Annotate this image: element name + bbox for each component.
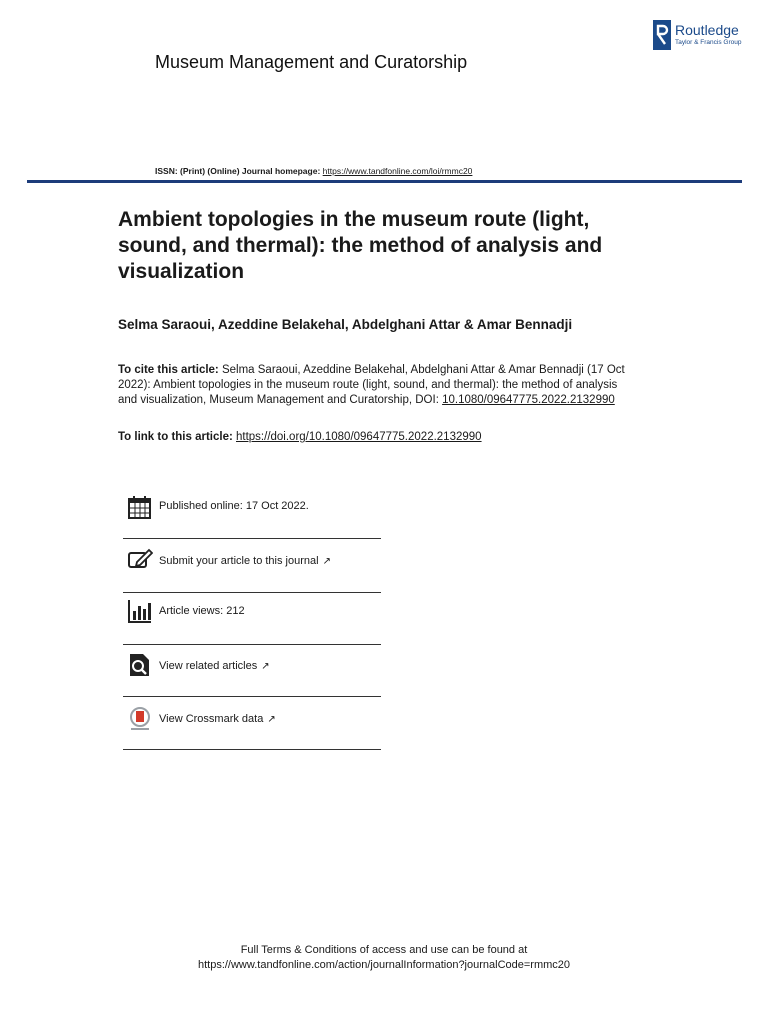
related-articles-link[interactable]: View related articles: [159, 660, 258, 672]
related-search-icon: [127, 652, 153, 678]
cite-text: Selma Saraoui, Azeddine Belakehal, Abdelghani Attar & Amar Bennadji (17 Oct 2022): Ambient topologies in the museum route (light, sound, and thermal): the method of analysis and visualization, Museum Management and Curatorship, DOI:: [118, 364, 625, 406]
routledge-logo-icon: [653, 20, 671, 50]
published-row: [123, 490, 381, 542]
crossmark-icon: [127, 706, 153, 732]
edit-icon: [127, 546, 153, 572]
article-views: Article views: 212: [159, 605, 245, 617]
external-link-icon: ↗: [322, 556, 331, 567]
article-title: Ambient topologies in the museum route (light, sound, and thermal): the method of analysis and visualization: [118, 208, 603, 283]
divider: [123, 592, 381, 593]
divider: [123, 696, 381, 697]
article-link-line: [118, 431, 482, 443]
submit-row[interactable]: [123, 542, 381, 594]
external-link-icon: ↗: [267, 714, 276, 725]
journal-name: Museum Management and Curatorship: [155, 52, 468, 72]
crossmark-link[interactable]: View Crossmark data: [159, 713, 264, 725]
cite-doi-link[interactable]: 10.1080/09647775.2022.2132990: [442, 394, 615, 406]
crossmark-label-wrap: [159, 713, 276, 725]
issn-line: [155, 166, 472, 176]
citation-block: [118, 363, 638, 408]
terms-url[interactable]: https://www.tandfonline.com/action/journalInformation?journalCode=rmmc20: [197, 959, 571, 971]
terms-footer: [0, 943, 768, 973]
calendar-icon: [127, 494, 153, 520]
issn-label: ISSN: (Print) (Online) Journal homepage:: [155, 166, 323, 176]
header-rule: [27, 180, 742, 183]
divider: [123, 644, 381, 645]
divider: [123, 749, 381, 750]
publisher-name: Routledge: [675, 22, 739, 38]
views-row: [123, 594, 381, 646]
divider: [123, 538, 381, 539]
cite-label: To cite this article:: [118, 364, 219, 376]
related-row[interactable]: [123, 648, 381, 700]
published-date: Published online: 17 Oct 2022.: [159, 500, 309, 512]
publisher-logo[interactable]: [653, 20, 753, 50]
article-doi-link[interactable]: https://doi.org/10.1080/09647775.2022.2132990: [236, 431, 482, 443]
link-label: To link to this article:: [118, 431, 236, 443]
article-authors: Selma Saraoui, Azeddine Belakehal, Abdelghani Attar & Amar Bennadji: [118, 317, 573, 332]
submit-article-link[interactable]: Submit your article to this journal: [159, 555, 319, 567]
journal-homepage-link[interactable]: https://www.tandfonline.com/loi/rmmc20: [322, 166, 473, 176]
bar-chart-icon: [127, 598, 153, 624]
external-link-icon: ↗: [261, 661, 270, 672]
crossmark-row[interactable]: [123, 700, 381, 752]
related-label-wrap: [159, 660, 270, 672]
submit-label-wrap: [159, 555, 331, 567]
publisher-subtitle: Taylor & Francis Group: [675, 39, 742, 46]
terms-line: Full Terms & Conditions of access and use can be found at: [240, 944, 528, 956]
